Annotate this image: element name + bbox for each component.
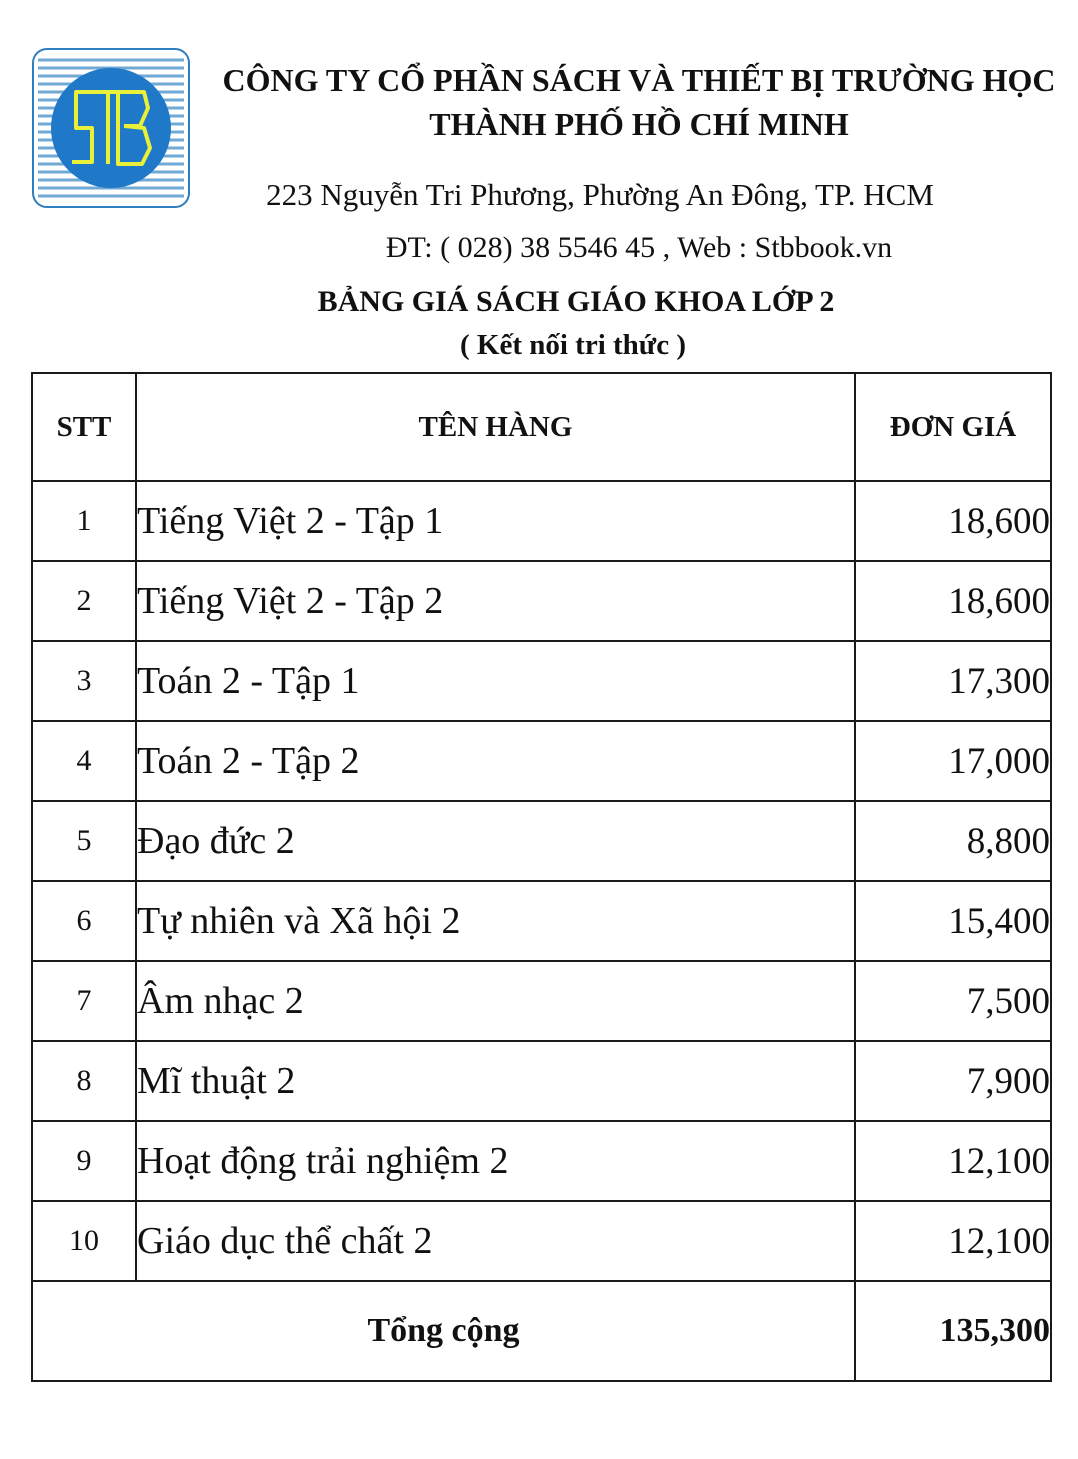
- company-name-line2: THÀNH PHỐ HỒ CHÍ MINH: [429, 106, 849, 142]
- row-price: 18,600: [855, 481, 1051, 561]
- stb-logo-icon: [32, 48, 190, 208]
- table-row: [32, 561, 1051, 641]
- row-name: Hoạt động trải nghiệm 2: [136, 1121, 855, 1201]
- table-row: [32, 481, 1051, 561]
- row-price: 12,100: [855, 1121, 1051, 1201]
- table-row: [32, 1121, 1051, 1201]
- header-name: TÊN HÀNG: [136, 373, 855, 481]
- row-stt: 8: [32, 1041, 136, 1121]
- row-stt: 6: [32, 881, 136, 961]
- row-stt: 9: [32, 1121, 136, 1201]
- row-stt: 5: [32, 801, 136, 881]
- table-header-row: [32, 373, 1051, 481]
- row-price: 12,100: [855, 1201, 1051, 1281]
- company-name-line1: CÔNG TY CỔ PHẦN SÁCH VÀ THIẾT BỊ TRƯỜNG HỌC: [222, 62, 1056, 98]
- price-table: [31, 372, 1052, 1382]
- row-price: 7,900: [855, 1041, 1051, 1121]
- row-stt: 10: [32, 1201, 136, 1281]
- table-row: [32, 881, 1051, 961]
- header-stt: STT: [32, 373, 136, 481]
- header-price: ĐƠN GIÁ: [855, 373, 1051, 481]
- row-name: Tiếng Việt 2 - Tập 1: [136, 481, 855, 561]
- row-price: 15,400: [855, 881, 1051, 961]
- row-name: Mĩ thuật 2: [136, 1041, 855, 1121]
- company-name: [200, 58, 1078, 146]
- table-row: [32, 1201, 1051, 1281]
- company-logo: [32, 48, 190, 208]
- row-price: 18,600: [855, 561, 1051, 641]
- row-stt: 2: [32, 561, 136, 641]
- table-row: [32, 641, 1051, 721]
- table-row: [32, 961, 1051, 1041]
- row-name: Toán 2 - Tập 2: [136, 721, 855, 801]
- table-row: [32, 721, 1051, 801]
- row-price: 17,000: [855, 721, 1051, 801]
- document-subtitle: ( Kết nối tri thức ): [460, 329, 686, 361]
- row-name: Tự nhiên và Xã hội 2: [136, 881, 855, 961]
- table-row: [32, 1041, 1051, 1121]
- row-price: 17,300: [855, 641, 1051, 721]
- row-stt: 1: [32, 481, 136, 561]
- document-title: BẢNG GIÁ SÁCH GIÁO KHOA LỚP 2: [317, 285, 835, 318]
- row-name: Giáo dục thể chất 2: [136, 1201, 855, 1281]
- total-value: 135,300: [855, 1281, 1051, 1381]
- row-stt: 7: [32, 961, 136, 1041]
- company-address: 223 Nguyễn Tri Phương, Phường An Đông, TP. HCM: [266, 177, 934, 212]
- total-row: [32, 1281, 1051, 1381]
- row-stt: 4: [32, 721, 136, 801]
- row-name: Đạo đức 2: [136, 801, 855, 881]
- row-name: Âm nhạc 2: [136, 961, 855, 1041]
- row-price: 8,800: [855, 801, 1051, 881]
- row-stt: 3: [32, 641, 136, 721]
- row-name: Toán 2 - Tập 1: [136, 641, 855, 721]
- row-price: 7,500: [855, 961, 1051, 1041]
- row-name: Tiếng Việt 2 - Tập 2: [136, 561, 855, 641]
- company-contact: ĐT: ( 028) 38 5546 45 , Web : Stbbook.vn: [385, 231, 893, 264]
- total-label: Tổng cộng: [32, 1281, 855, 1381]
- table-row: [32, 801, 1051, 881]
